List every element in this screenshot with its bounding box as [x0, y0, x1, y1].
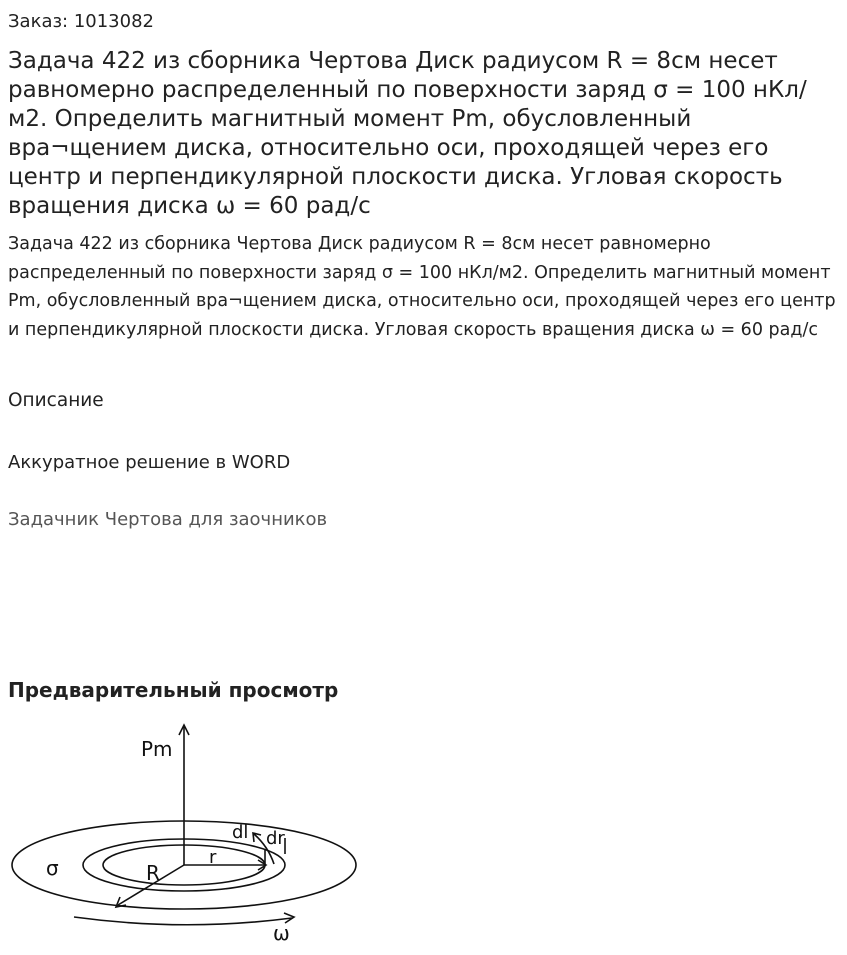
order-number: Заказ: 1013082 — [8, 11, 154, 32]
label-dr: dr — [266, 828, 285, 849]
label-sigma: σ — [46, 856, 59, 880]
category-link[interactable]: Задачник Чертова для заочников — [8, 509, 328, 530]
label-pm: Pm — [141, 737, 173, 761]
label-r: r — [209, 847, 217, 868]
description-heading: Описание — [8, 390, 104, 411]
preview-heading: Предварительный просмотр — [8, 678, 339, 702]
label-R: R — [146, 861, 160, 885]
omega-arc — [74, 917, 292, 925]
label-omega: ω — [273, 921, 290, 945]
preview-figure — [8, 718, 368, 948]
description-text: Аккуратное решение в WORD — [8, 452, 291, 473]
task-description: Задача 422 из сборника Чертова Диск радиусом R = 8см несет равномерно распределенный по поверхности заряд σ = 100 нКл/м2. Определить магнитный момент Pm, обусловленный вра¬щением диска, относительно оси, проходящей через его центр и перпендикулярной плоскости диска. Угловая скорость вращения диска ω = 60 рад/с — [8, 234, 836, 340]
task-title: Задача 422 из сборника Чертова Диск радиусом R = 8см несет равномерно распределенный по поверхности заряд σ = 100 нКл/м2. Определить магнитный момент Pm, обусловленный вра¬щением диска, относительно оси, проходящей через его центр и перпендикулярной плоскости диска. Угловая скорость вращения диска ω = 60 рад/с — [8, 48, 807, 219]
label-dl: dl — [232, 822, 249, 843]
